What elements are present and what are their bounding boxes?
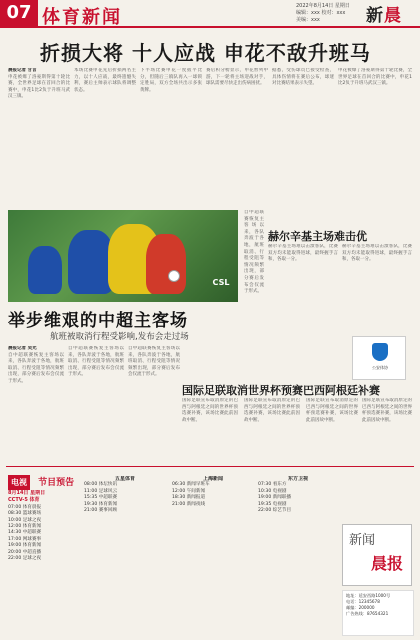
match-photo — [8, 210, 238, 302]
feature-col-1-text: 自中超联赛恢复主客场以来，各队奔波于各地，航班取消、行程受阻等情况频繁出现，部分赛后发布会仅流于形式。 — [8, 352, 64, 384]
list-item: 10:30 电视剧 — [258, 488, 287, 494]
player-figure — [28, 246, 62, 294]
bottom-col-4: 国际足联宣布取消原定的巴西与阿根廷之间的世界杯预选赛补赛，该场比赛此前因故中断。 — [362, 398, 412, 423]
lead-col-1 — [8, 68, 70, 206]
issue-info — [296, 3, 350, 24]
channel-name: 五星体育 — [114, 476, 135, 482]
list-item: 08:30 篮球赛场 — [8, 511, 42, 517]
contact-info — [342, 590, 414, 636]
contact-line: 广告热线：87654321 — [346, 611, 389, 616]
lead-col-5: 据悉，受伤球员已接受检查，具体伤情将在赛后公布，球迷对比赛结果表示失望。 — [272, 68, 334, 87]
list-item: 21:00 赛事回顾 — [84, 508, 118, 514]
feature-subhead: 航班被取消行程受影响,发布会走过场 — [50, 332, 189, 342]
logo-line-1: 新闻 — [349, 533, 376, 548]
player-figure — [146, 234, 186, 294]
side-story-col-2: 赫尔辛基主场难以击溃客队，比赛双方均未能取得进球，最终握手言和，各取一分。 — [342, 244, 412, 263]
list-item: 10:00 足球之夜 — [8, 517, 42, 523]
list-item: 07:30 看东方 — [258, 482, 287, 488]
list-item: 18:30 新闻报道 — [172, 495, 206, 501]
brand-accent: 晨 — [384, 6, 402, 26]
list-item: 14:30 中超联赛 — [8, 530, 42, 536]
bottom-col-3: 国际足联宣布取消原定的巴西与阿根廷之间的世界杯预选赛补赛，该场比赛此前因故中断。 — [306, 398, 358, 423]
list-item: 19:00 体育新闻 — [8, 543, 42, 549]
lead-col-1-text: 申花被爆了洛豪斯得第十轮比赛，全世界足球在首回合的比赛中，申花1比2负于升班马武汉三镇。 — [8, 74, 70, 100]
list-item: 12:00 午间新闻 — [172, 488, 206, 494]
lead-headline: 折损大将 十人应战 申花不敌升班马 — [40, 41, 371, 65]
channel-name: 东方卫视 — [287, 476, 308, 482]
contact-line: 邮编：200000 — [346, 605, 375, 610]
association-logo — [352, 336, 406, 380]
feature-col-3: 自中超联赛恢复主客场以来，各队奔波于各地，航班取消、行程受阻等情况频繁出现，部分赛后发布会仅流于形式。 — [128, 346, 180, 378]
tv-column-4 — [258, 476, 338, 636]
list-item: 20:00 中超直播 — [8, 549, 42, 555]
tv-column-2 — [84, 476, 166, 636]
list-item: 08:00 体坛快讯 — [84, 482, 118, 488]
lead-col-3: 下半场比赛申花一度扳平比分，但随后三镇队再入一球锁定胜局，双方全场共出示多张黄牌。 — [140, 68, 202, 93]
channel-name: CCTV-5 体育 — [8, 497, 40, 504]
list-item: 19:30 体育新闻 — [84, 501, 118, 507]
issue-line: 2022年8月14日 星期日 — [296, 3, 350, 9]
list-item: 12:00 体育新闻 — [8, 524, 42, 530]
lead-byline: 晨报记者 甘言 — [8, 68, 37, 73]
side-headline: 赫尔辛基主场难击优 — [268, 230, 367, 243]
tv-title: 节目预告 — [38, 478, 75, 488]
bottom-col-1: 国际足联宣布取消原定的巴西与阿根廷之间的世界杯预选赛补赛，该场比赛此前因故中断。 — [182, 398, 238, 423]
lead-col-6: 申花被爆了洛豪斯得第十轮比赛，全世界足球在首回合的比赛中，申花1比2负于升班马武汉三镇。 — [338, 68, 412, 87]
list-item: 06:30 新闻早班车 — [172, 482, 210, 488]
channel-name: 上海新闻 — [202, 476, 223, 482]
contact-line: 地址：延安西路1000号 — [346, 593, 391, 598]
list-item: 22:00 足球之夜 — [8, 556, 42, 562]
feature-headline: 举步维艰的中超主客场 — [8, 311, 188, 331]
contact-line: 电话：12345678 — [346, 599, 380, 604]
feature-col-2: 自中超联赛恢复主客场以来，各队奔波于各地，航班取消、行程受阻等情况频繁出现，部分赛后发布会仅流于形式。 — [68, 346, 124, 378]
list-item: 22:00 综艺节目 — [258, 508, 292, 514]
logo-caption: 公安体协 — [372, 365, 388, 370]
feature-col-1 — [8, 346, 64, 462]
lead-col-2: 本场比赛申花先后折损两名主力，以十人应战，最终遗憾失利，赛后主帅表示球队将调整状态。 — [74, 68, 136, 93]
csl-watermark: CSL — [212, 278, 230, 287]
bottom-headline: 国际足联取消世界杯预赛巴西阿根廷补赛 — [182, 384, 380, 397]
tv-column-3 — [172, 476, 254, 636]
list-item: 21:00 新闻夜线 — [172, 501, 206, 507]
list-item: 19:35 电视剧 — [258, 501, 287, 507]
list-item: 19:00 新闻联播 — [258, 495, 292, 501]
lead-col-4: 赛后积分榜显示，申花暂列中游，下一轮将主场迎战对手，球队需要尽快走出伤病困扰。 — [206, 68, 268, 87]
issue-line: 编辑：xxx 校对：xxx — [296, 10, 346, 16]
tv-column-1 — [8, 490, 78, 636]
tv-date: 8月14日 星期日 — [8, 490, 46, 496]
football-icon — [168, 270, 180, 282]
tv-badge: 电视 — [8, 475, 30, 490]
feature-side-col: 自中超联赛恢复主客场以来，各队奔波于各地，航班取消、行程受阻等情况频繁出现，部分赛后发布会仅流于形式。 — [244, 210, 264, 295]
issue-line: 美编：xxx — [296, 17, 320, 23]
bottom-col-2: 国际足联宣布取消原定的巴西与阿根廷之间的世界杯预选赛补赛，该场比赛此前因故中断。 — [244, 398, 300, 423]
masthead — [0, 0, 420, 28]
page-number: 07 — [0, 0, 38, 26]
shield-icon — [372, 343, 388, 361]
list-item: 17:00 网球赛事 — [8, 536, 42, 542]
tv-guide-header — [8, 470, 74, 488]
side-story-col-1: 赫尔辛基主场难以击溃客队，比赛双方均未能取得进球，最终握手言和，各取一分。 — [268, 244, 338, 263]
section-divider — [6, 466, 414, 467]
brand-logo — [366, 1, 402, 26]
newspaper-logo — [342, 524, 412, 586]
logo-line-2: 晨报 — [371, 554, 404, 573]
section-title: 体育新闻 — [42, 7, 122, 28]
list-item: 11:00 足球风云 — [84, 488, 118, 494]
brand-main: 新 — [366, 6, 384, 26]
feature-byline: 晨报记者 吴光 — [8, 346, 37, 351]
list-item: 07:00 体育晨报 — [8, 504, 42, 510]
list-item: 15:35 中超联赛 — [84, 495, 118, 501]
